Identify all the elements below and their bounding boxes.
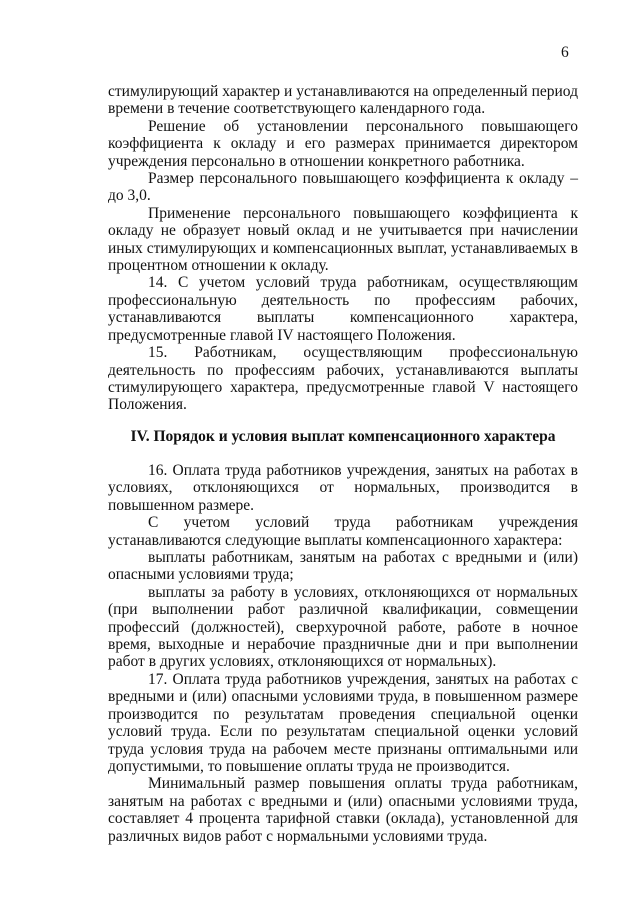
paragraph: Применение персонального повышающего коэффициента к окладу не образует новый оклад и не учитывается при начислении иных стимулирующих и компенсационных выплат, устанавливаемых в процентном отношении к окладу. — [108, 204, 578, 275]
paragraph: Минимальный размер повышения оплаты труда работникам, занятым на работах с вредными и (или) опасными условиями труда, составляет 4 процента тарифной ставки (оклада), установленной для различных видов работ с нормальными условиями труда. — [108, 775, 578, 845]
paragraph: 17. Оплата труда работников учреждения, занятых на работах с вредными и (или) опасными условиями труда, в повышенном размере производится по результатам проведения специальной оценки условий труда. Если по результатам специальной оценки условий труда условия труда на рабочем месте признаны оптимальными или допустимыми, то повышение оплаты труда не производится. — [108, 670, 578, 775]
paragraph: стимулирующий характер и устанавливаются на определенный период времени в течение соответствующего календарного года. — [108, 83, 578, 118]
paragraph: Размер персонального повышающего коэффициента к окладу – до 3,0. — [108, 170, 578, 205]
paragraph: Решение об установлении персонального повышающего коэффициента к окладу и его размерах принимается директором учреждения персонально в отношении конкретного работника. — [108, 117, 578, 170]
paragraph: выплаты работникам, занятым на работах с вредными и (или) опасными условиями труда; — [108, 549, 578, 584]
body-text-bottom — [108, 462, 578, 845]
paragraph: выплаты за работу в условиях, отклоняющихся от нормальных (при выполнении работ различной квалификации, совмещении профессий (должностей), сверхурочной работе, работе в ночное время, выходные и нерабочие праздничные дни и при выполнении работ в других условиях, отклоняющихся от нормальных). — [108, 583, 578, 671]
paragraph: 16. Оплата труда работников учреждения, занятых на работах в условиях, отклоняющихся от нормальных, производится в повышенном размере. — [108, 462, 578, 514]
body-text-top — [108, 83, 578, 414]
paragraph: 15. Работникам, осуществляющим профессиональную деятельность по профессиям рабочих, устанавливаются выплаты стимулирующего характера, предусмотренные главой V настоящего Положения. — [108, 344, 578, 414]
paragraph: С учетом условий труда работникам учреждения устанавливаются следующие выплаты компенсационного характера: — [108, 514, 578, 549]
page-number: 6 — [561, 44, 569, 61]
section-heading: IV. Порядок и условия выплат компенсационного характера — [130, 428, 556, 445]
paragraph: 14. С учетом условий труда работникам, осуществляющим профессиональную деятельность по профессиям рабочих, устанавливаются выплаты компенсационного характера, предусмотренные главой IV настоящего Положения. — [108, 274, 578, 344]
